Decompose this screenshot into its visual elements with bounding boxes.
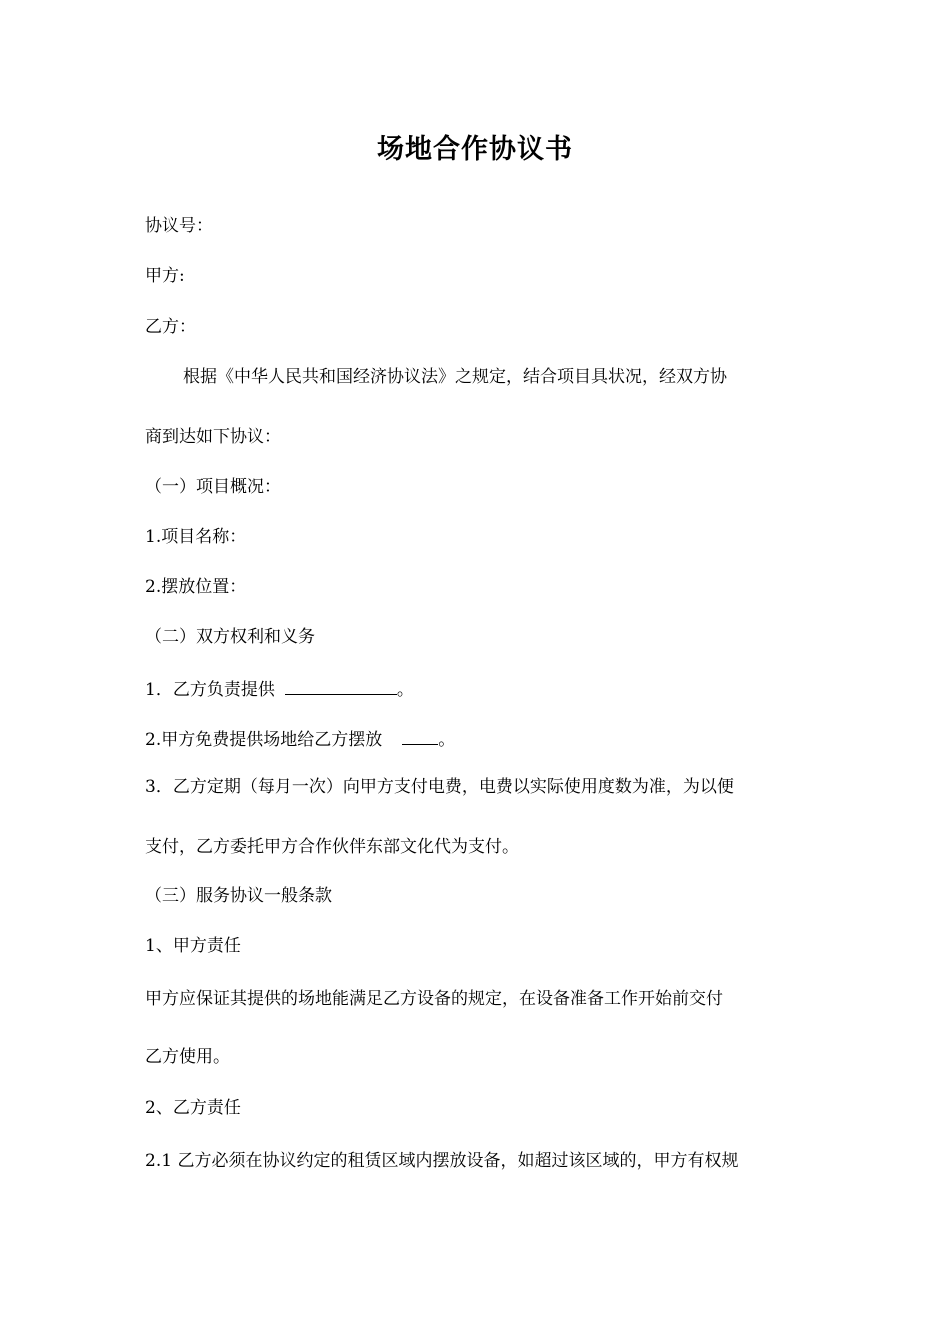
section-3-sub-2-heading: 2、乙方责任 [145, 1098, 241, 1118]
section-2-heading: （二）双方权利和义务 [145, 627, 315, 647]
intro-paragraph-line-2: 商到达如下协议： [145, 427, 281, 447]
party-a-label: 甲方: [145, 266, 185, 286]
section-3-sub-2-line-1: 2.1 乙方必须在协议约定的租赁区域内摆放设备，如超过该区域的，甲方有权规 [145, 1151, 739, 1171]
fill-in-blank-line [285, 676, 397, 695]
section-2-item-3-line-1: 3．乙方定期（每月一次）向甲方支付电费，电费以实际使用度数为准，为以便 [145, 777, 734, 797]
section-3-sub-1-line-1: 甲方应保证其提供的场地能满足乙方设备的规定，在设备准备工作开始前交付 [145, 989, 723, 1009]
section-2-item-1 [145, 676, 825, 702]
document-title: 场地合作协议书 [377, 134, 573, 165]
section-2-item-2-text: 2.甲方免费提供场地给乙方摆放 [145, 730, 383, 750]
section-1-item-1: 1.项目名称： [145, 527, 247, 547]
intro-paragraph-line-1: 根据《中华人民共和国经济协议法》之规定，结合项目具状况，经双方协 [183, 367, 727, 387]
section-2-item-2-end: 。 [438, 730, 456, 750]
section-3-sub-1-line-2: 乙方使用。 [145, 1047, 230, 1067]
fill-in-blank-line [402, 726, 438, 745]
section-2-item-2 [145, 726, 825, 752]
agreement-number-label: 协议号： [145, 216, 213, 236]
section-1-heading: （一）项目概况： [145, 477, 281, 497]
section-2-item-1-end: 。 [396, 680, 414, 700]
party-b-label: 乙方： [145, 317, 196, 337]
section-2-item-1-text: 1．乙方负责提供 [145, 680, 275, 700]
section-1-item-2: 2.摆放位置： [145, 577, 247, 597]
section-2-item-3-line-2: 支付，乙方委托甲方合作伙伴东部文化代为支付。 [145, 837, 519, 857]
section-3-sub-1-heading: 1、甲方责任 [145, 936, 241, 956]
section-3-heading: （三）服务协议一般条款 [145, 886, 332, 906]
